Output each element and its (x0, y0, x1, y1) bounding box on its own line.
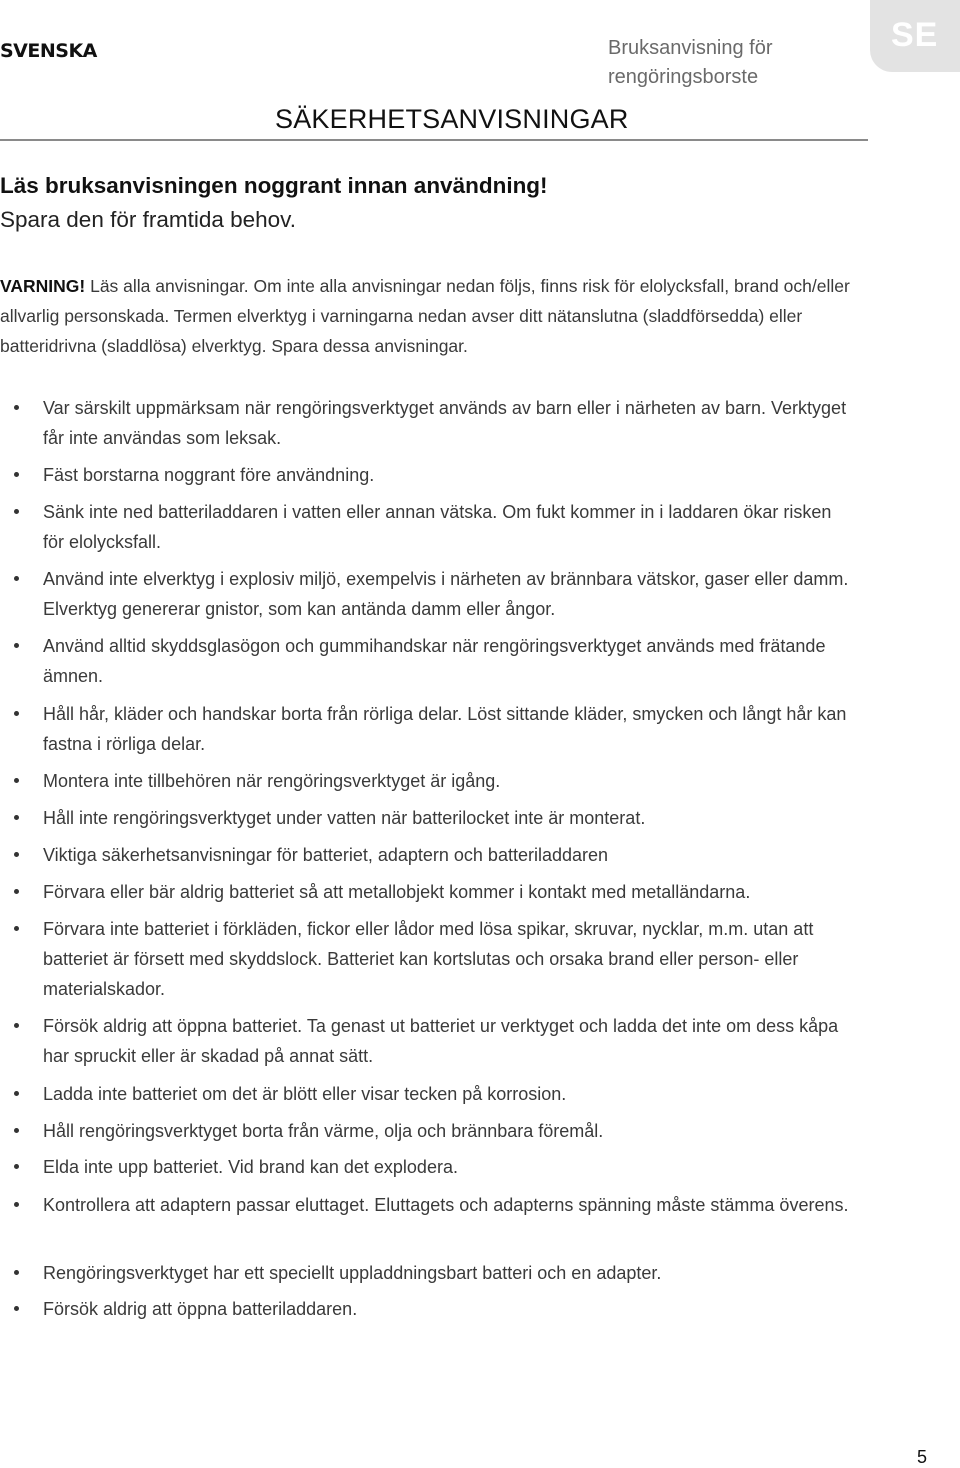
intro-instruction: Läs bruksanvisningen noggrant innan användning! (0, 173, 548, 198)
list-item-text: Ladda inte batteriet om det är blött eller visar tecken på korrosion. (43, 1084, 567, 1104)
document-title: Bruksanvisning för rengöringsborste (608, 37, 773, 88)
bullet-icon (14, 1202, 19, 1207)
header-divider (0, 139, 868, 141)
bullet-icon (14, 1306, 19, 1311)
section-heading: SÄKERHETSANVISNINGAR (275, 104, 629, 134)
list-item-text: Försök aldrig att öppna batteriladdaren. (43, 1299, 358, 1319)
warning-paragraph (0, 271, 860, 361)
list-item-text: Sänk inte ned batteriladdaren i vatten eller annan vätska. Om fukt kommer in i laddaren ökar risken för elolycksfall. (43, 502, 832, 552)
language-tab-label: SE (891, 16, 939, 54)
bullet-icon (14, 472, 19, 477)
bullet-icon (14, 1128, 19, 1133)
bullet-icon (14, 643, 19, 648)
bullet-icon (14, 889, 19, 894)
intro-note: Spara den för framtida behov. (0, 207, 297, 232)
bullet-icon (14, 815, 19, 820)
list-item-text: Använd inte elverktyg i explosiv miljö, exempelvis i närheten av brännbara vätskor, gaser eller damm. Elverktyg genererar gnistor, som kan antända damm eller ångor. (43, 569, 849, 619)
bullet-icon (14, 852, 19, 857)
bullet-icon (14, 711, 19, 716)
language-label: SVENSKA (0, 40, 97, 62)
bullet-icon (14, 778, 19, 783)
list-item-text: Var särskilt uppmärksam när rengöringsverktyget används av barn eller i närheten av barn. Verktyget får inte användas som leksak. (43, 398, 847, 448)
bullet-icon (14, 1091, 19, 1096)
bullet-icon (14, 405, 19, 410)
list-item-text: Förvara inte batteriet i förkläden, fickor eller lådor med lösa spikar, skruvar, nycklar, m.m. utan att batteriet är försett med skyddslock. Batteriet kan kortslutas och orsaka brand eller person- eller materialskador. (43, 919, 814, 999)
list-item-text: Kontrollera att adaptern passar eluttaget. Eluttagets och adapterns spänning måste stämma överens. (43, 1195, 849, 1215)
bullet-icon (14, 509, 19, 514)
list-item-text: Rengöringsverktyget har ett speciellt uppladdningsbart batteri och en adapter. (43, 1263, 662, 1283)
list-item-text: Förvara eller bär aldrig batteriet så att metallobjekt kommer i kontakt med metalländarna. (43, 882, 751, 902)
bullet-icon (14, 1270, 19, 1275)
bullet-icon (14, 1023, 19, 1028)
list-item-text: Håll hår, kläder och handskar borta från rörliga delar. Löst sittande kläder, smycken och långt hår kan fastna i rörliga delar. (43, 704, 847, 754)
bullet-icon (14, 926, 19, 931)
list-item-text: Fäst borstarna noggrant före användning. (43, 465, 375, 485)
bullet-icon (14, 1164, 19, 1169)
list-item-text: Håll rengöringsverktyget borta från värme, olja och brännbara föremål. (43, 1121, 604, 1141)
list-item-text: Elda inte upp batteriet. Vid brand kan det explodera. (43, 1157, 458, 1177)
list-item-text: Försök aldrig att öppna batteriet. Ta genast ut batteriet ur verktyget och ladda det inte om dess kåpa har spruckit eller är skadad på annat sätt. (43, 1016, 839, 1066)
list-item-text: Viktiga säkerhetsanvisningar för batteriet, adaptern och batteriladdaren (43, 845, 609, 865)
warning-label: VARNING! (0, 276, 86, 296)
list-item-text: Använd alltid skyddsglasögon och gummihandskar när rengöringsverktyget används med frätande ämnen. (43, 636, 826, 686)
list-item-text: Montera inte tillbehören när rengöringsverktyget är igång. (43, 771, 501, 791)
list-item-text: Håll inte rengöringsverktyget under vatten när batterilocket inte är monterat. (43, 808, 646, 828)
warning-text: Läs alla anvisningar. Om inte alla anvisningar nedan följs, finns risk för elolycksfall, brand och/eller allvarlig personskada. Termen elverktyg i varningarna nedan avser ditt nätanslutna (sladdförsedda) eller batteridrivna (sladdlösa) elverktyg. Spara dessa anvisningar. (0, 276, 850, 356)
bullet-icon (14, 576, 19, 581)
page-number: 5 (917, 1447, 928, 1467)
